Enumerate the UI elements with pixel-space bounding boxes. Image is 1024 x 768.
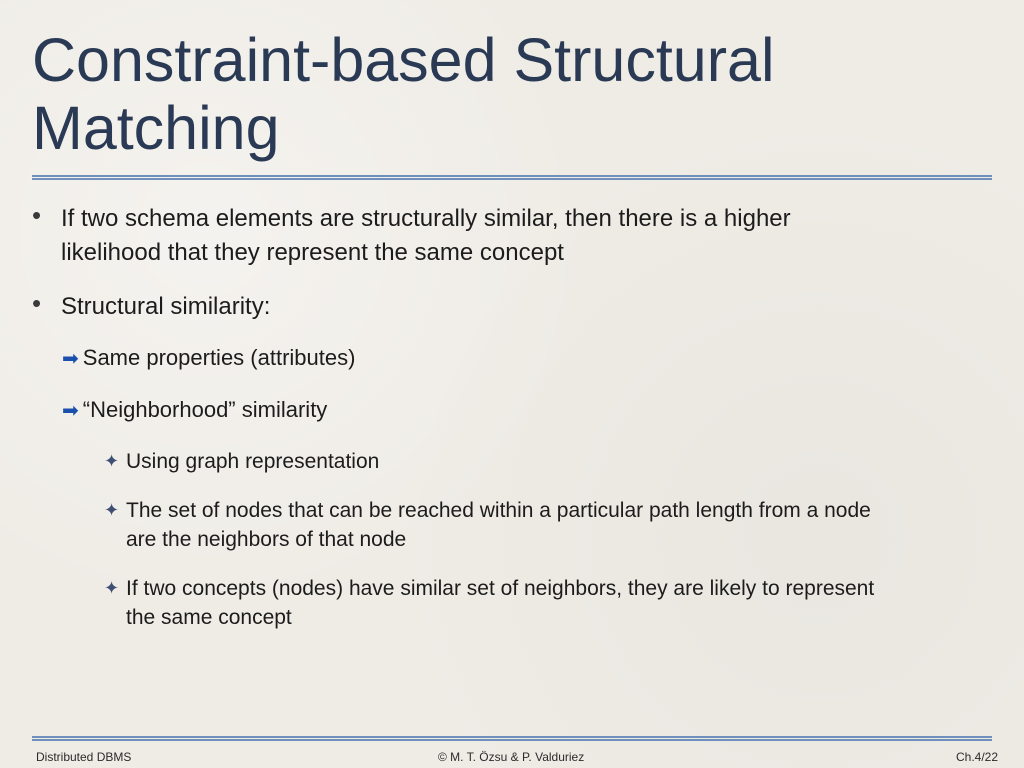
footer-page-number: Ch.4/22	[956, 750, 999, 764]
footer-divider	[32, 736, 992, 741]
bullet-dot-icon: •	[32, 200, 42, 230]
subsub-text-line-2: the same concept	[126, 606, 292, 629]
arrow-right-icon: ➡	[62, 400, 79, 422]
subsub-text-line-1: Using graph representation	[126, 450, 380, 473]
footer-copyright: © M. T. Özsu & P. Valduriez	[438, 750, 585, 764]
title-divider	[32, 175, 992, 180]
sub-item-1	[62, 343, 355, 374]
bullet-dot-icon: •	[32, 288, 42, 318]
sub-item-text: Same properties (attributes)	[82, 345, 356, 370]
subsub-item-text	[126, 447, 986, 476]
subsub-item-text	[126, 496, 986, 554]
bullet-text	[61, 202, 931, 270]
sub-item-2	[62, 395, 327, 426]
sub-item-text: “Neighborhood” similarity	[82, 397, 328, 422]
subsub-text-line-1: The set of nodes that can be reached within a particular path length from a node	[126, 499, 871, 522]
arrow-right-icon: ➡	[62, 348, 79, 370]
subsub-text-line-1: If two concepts (nodes) have similar set of neighbors, they are likely to represent	[126, 577, 875, 600]
subsub-text-line-2: are the neighbors of that node	[126, 528, 407, 551]
footer-course-name: Distributed DBMS	[36, 750, 132, 764]
bullet-text	[61, 290, 931, 324]
slide-title-line-2: Matching	[32, 94, 280, 162]
subsub-item-text	[126, 574, 986, 632]
bullet-text-line-1: If two schema elements are structurally similar, then there is a higher	[61, 205, 791, 232]
four-point-star-icon: ✦	[104, 451, 120, 471]
slide-title-line-1: Constraint-based Structural	[32, 26, 775, 94]
slide-title	[32, 26, 992, 162]
four-point-star-icon: ✦	[104, 578, 120, 598]
four-point-star-icon: ✦	[104, 500, 120, 520]
bullet-text-line-1: Structural similarity:	[61, 293, 271, 320]
bullet-text-line-2: likelihood that they represent the same concept	[61, 239, 564, 266]
